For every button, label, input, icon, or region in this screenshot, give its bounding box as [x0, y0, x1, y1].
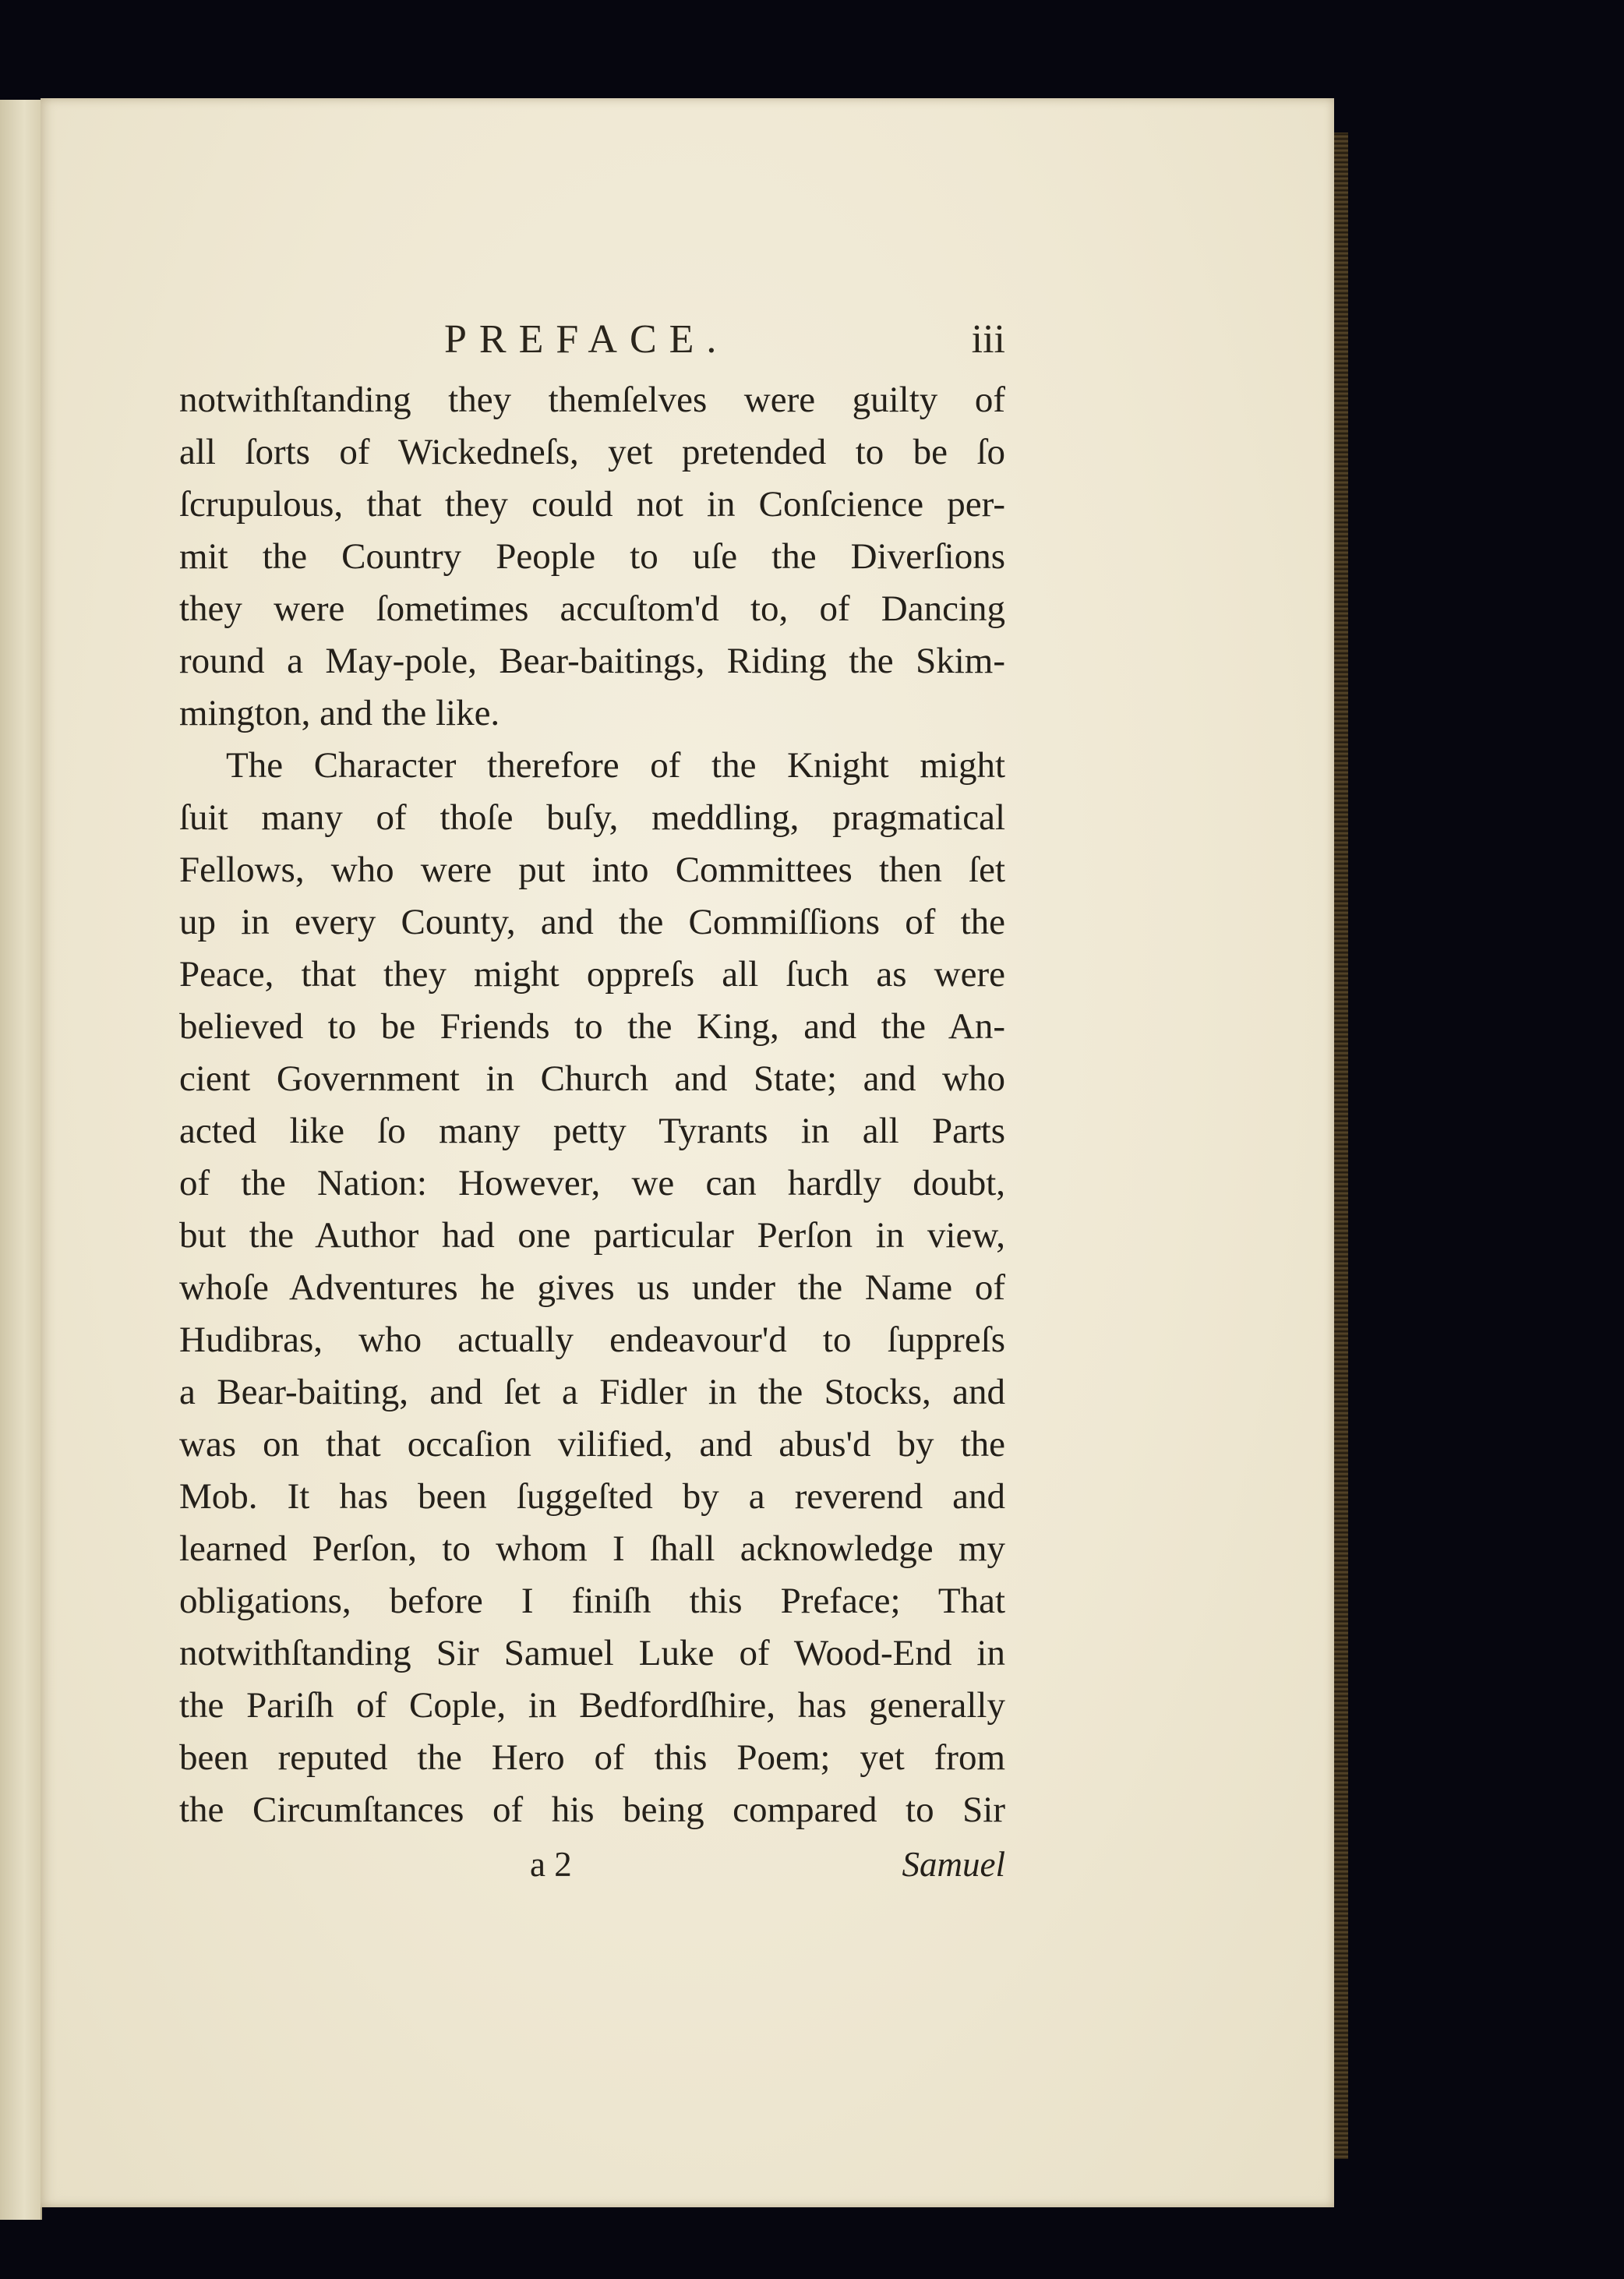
text-line: been reputed the Hero of this Poem; yet from: [179, 1737, 1005, 1778]
page-footer: [179, 1844, 1005, 1899]
text-line: Peace, that they might oppreſs all ſuch as were: [179, 954, 1005, 995]
text-line: believed to be Friends to the King, and the An-: [179, 1006, 1005, 1047]
text-line: obligations, before I finiſh this Preface; That: [179, 1581, 1005, 1621]
text-line: they were ſometimes accuſtom'd to, of Dancing: [179, 588, 1005, 629]
text-line: notwithſtanding Sir Samuel Luke of Wood-End in: [179, 1633, 1005, 1673]
text-line: mit the Country People to uſe the Diverſions: [179, 536, 1005, 577]
text-line: the Circumſtances of his being compared to Sir: [179, 1790, 1005, 1830]
text-line: ſuit many of thoſe buſy, meddling, pragmatical: [179, 797, 1005, 838]
text-line: all ſorts of Wickedneſs, yet pretended to be ſo: [179, 432, 1005, 472]
text-line: Fellows, who were put into Committees then ſet: [179, 850, 1005, 890]
text-line: up in every County, and the Commiſſions of the: [179, 902, 1005, 942]
text-line: of the Nation: However, we can hardly doubt,: [179, 1163, 1005, 1203]
page-fore-edge: [1334, 132, 1348, 2159]
text-line: whoſe Adventures he gives us under the Name of: [179, 1267, 1005, 1308]
text-line: Mob. It has been ſuggeſted by a reverend and: [179, 1476, 1005, 1517]
running-head-title: PREFACE.: [444, 317, 729, 362]
text-line: round a May-pole, Bear-baitings, Riding the Skim-: [179, 641, 1005, 681]
facing-page-edge: [0, 100, 42, 2220]
signature-mark: a 2: [530, 1845, 572, 1884]
text-line: mington, and the like.: [179, 693, 500, 733]
text-line: acted like ſo many petty Tyrants in all Parts: [179, 1111, 1005, 1151]
text-line: cient Government in Church and State; and who: [179, 1058, 1005, 1099]
text-line: a Bear-baiting, and ſet a Fidler in the Stocks, and: [179, 1372, 1005, 1412]
text-line: Hudibras, who actually endeavour'd to ſuppreſs: [179, 1320, 1005, 1360]
text-line: learned Perſon, to whom I ſhall acknowledge my: [179, 1528, 1005, 1569]
text-line: The Character therefore of the Knight might: [226, 745, 1005, 786]
text-line: notwithſtanding they themſelves were guilty of: [179, 380, 1005, 420]
text-line: the Pariſh of Cople, in Bedfordſhire, has generally: [179, 1685, 1005, 1726]
text-line: was on that occaſion vilified, and abus'd by the: [179, 1424, 1005, 1465]
body-text: [179, 374, 1005, 1836]
running-head: [179, 312, 1005, 374]
catchword: Samuel: [902, 1845, 1005, 1884]
text-line: ſcrupulous, that they could not in Conſcience per-: [179, 484, 1005, 525]
page-number: iii: [971, 317, 1005, 362]
text-line: but the Author had one particular Perſon in view,: [179, 1215, 1005, 1256]
